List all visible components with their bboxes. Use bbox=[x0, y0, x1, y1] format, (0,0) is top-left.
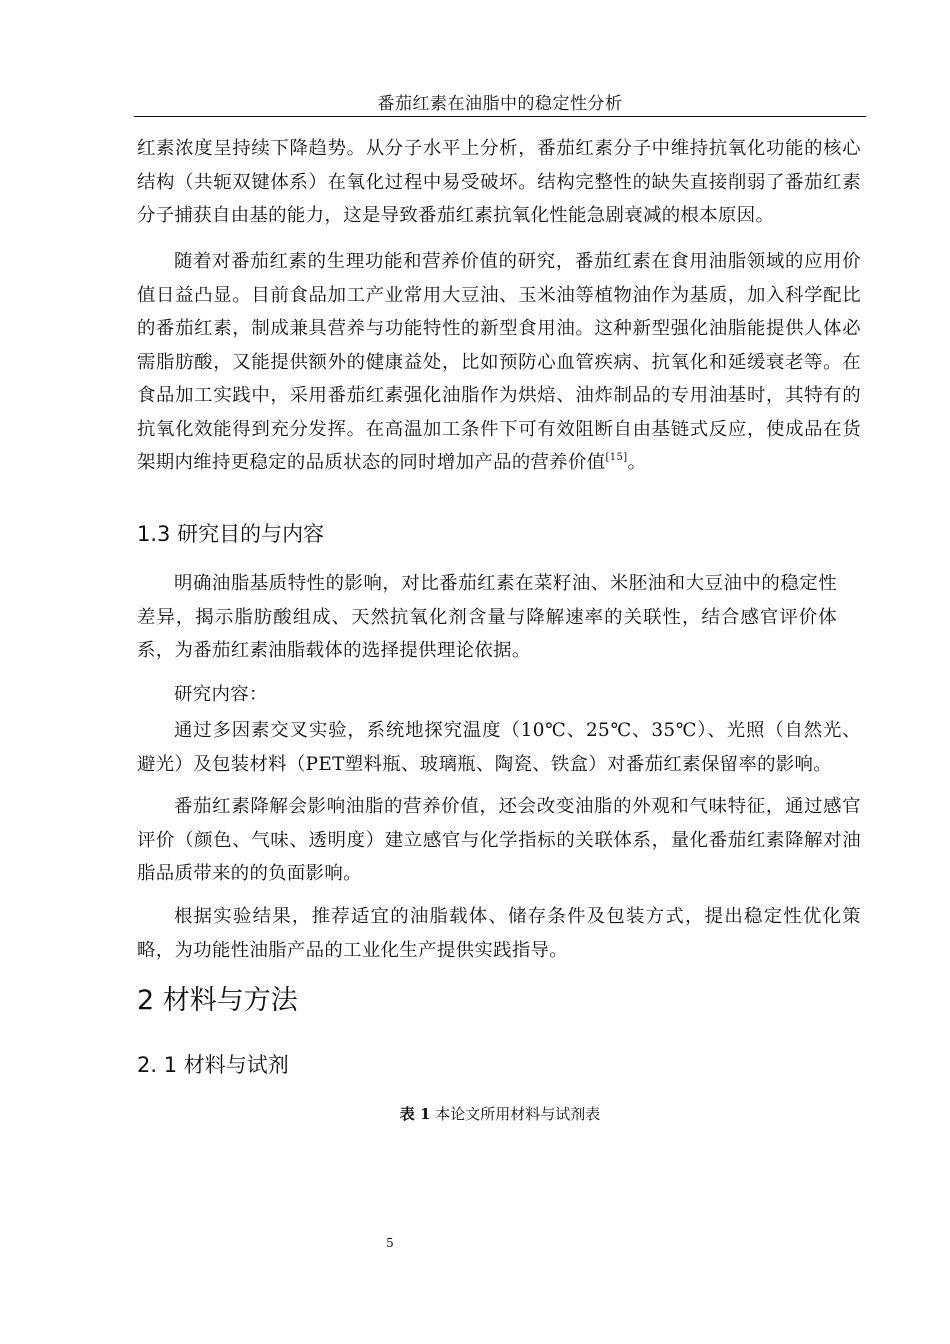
body-paragraph-6 bbox=[137, 790, 861, 891]
body-paragraph-5 bbox=[137, 714, 861, 781]
table-caption bbox=[134, 1103, 866, 1125]
header-divider bbox=[134, 116, 866, 117]
body-paragraph-4 bbox=[137, 678, 861, 712]
section-heading-1-3: 1.3 研究目的与内容 bbox=[137, 522, 325, 546]
paragraph-text: 随着对番茄红素的生理功能和营养价值的研究，番茄红素在食用油脂领域的应用价值日益凸显。目前食品加工产业常用大豆油、玉米油等植物油作为基质，加入科学配比的番茄红素，制成兼具营养与功能特性的新型食用油。这种新型强化油脂能提供人体必需脂肪酸，又能提供额外的健康益处，比如预防心血管疾病、抗氧化和延缓衰老等。在食品加工实践中，采用番茄红素强化油脂作为烘焙、油炸制品的专用油基时，其特有的抗氧化效能得到充分发挥。在高温加工条件下可有效阻断自由基链式反应，使成品在货架期内维持更稳定的品质状态的同时增加产品的营养价值 bbox=[137, 251, 861, 473]
section-heading-2-1: 2. 1 材料与试剂 bbox=[137, 1053, 289, 1077]
body-paragraph-2 bbox=[137, 245, 861, 480]
table-caption-text: 本论文所用材料与试剂表 bbox=[430, 1105, 601, 1123]
body-paragraph-7 bbox=[137, 900, 861, 967]
paragraph-end-punctuation: 。 bbox=[627, 452, 647, 473]
body-paragraph-1 bbox=[137, 132, 861, 233]
paragraph-text: 通过多因素交叉实验，系统地探究温度（10℃、25℃、35℃）、光照（自然光、避光）及包装材料（PET塑料瓶、玻璃瓶、陶瓷、铁盒）对番茄红素保留率的影响。 bbox=[137, 720, 861, 775]
table-caption-label: 表 1 bbox=[399, 1105, 431, 1123]
citation-marker: [15] bbox=[605, 452, 628, 463]
paragraph-text: 红素浓度呈持续下降趋势。从分子水平上分析，番茄红素分子中维持抗氧化功能的核心结构（共轭双键体系）在氧化过程中易受破坏。结构完整性的缺失直接削弱了番茄红素分子捕获自由基的能力，这是导致番茄红素抗氧化性能急剧衰减的根本原因。 bbox=[137, 138, 861, 226]
paragraph-text: 番茄红素降解会影响油脂的营养价值，还会改变油脂的外观和气味特征，通过感官评价（颜色、气味、透明度）建立感官与化学指标的关联体系，量化番茄红素降解对油脂品质带来的的负面影响。 bbox=[137, 796, 861, 884]
paragraph-text: 研究内容： bbox=[174, 684, 268, 705]
body-paragraph-3 bbox=[137, 567, 837, 668]
page-number: 5 bbox=[386, 1236, 394, 1250]
chapter-heading-2: 2 材料与方法 bbox=[137, 985, 298, 1016]
paragraph-text: 根据实验结果，推荐适宜的油脂载体、储存条件及包装方式，提出稳定性优化策略，为功能性油脂产品的工业化生产提供实践指导。 bbox=[137, 906, 861, 961]
running-header: 番茄红素在油脂中的稳定性分析 bbox=[377, 94, 623, 114]
paragraph-text: 明确油脂基质特性的影响，对比番茄红素在菜籽油、米胚油和大豆油中的稳定性差异，揭示脂肪酸组成、天然抗氧化剂含量与降解速率的关联性，结合感官评价体系，为番茄红素油脂载体的选择提供理论依据。 bbox=[137, 573, 837, 661]
